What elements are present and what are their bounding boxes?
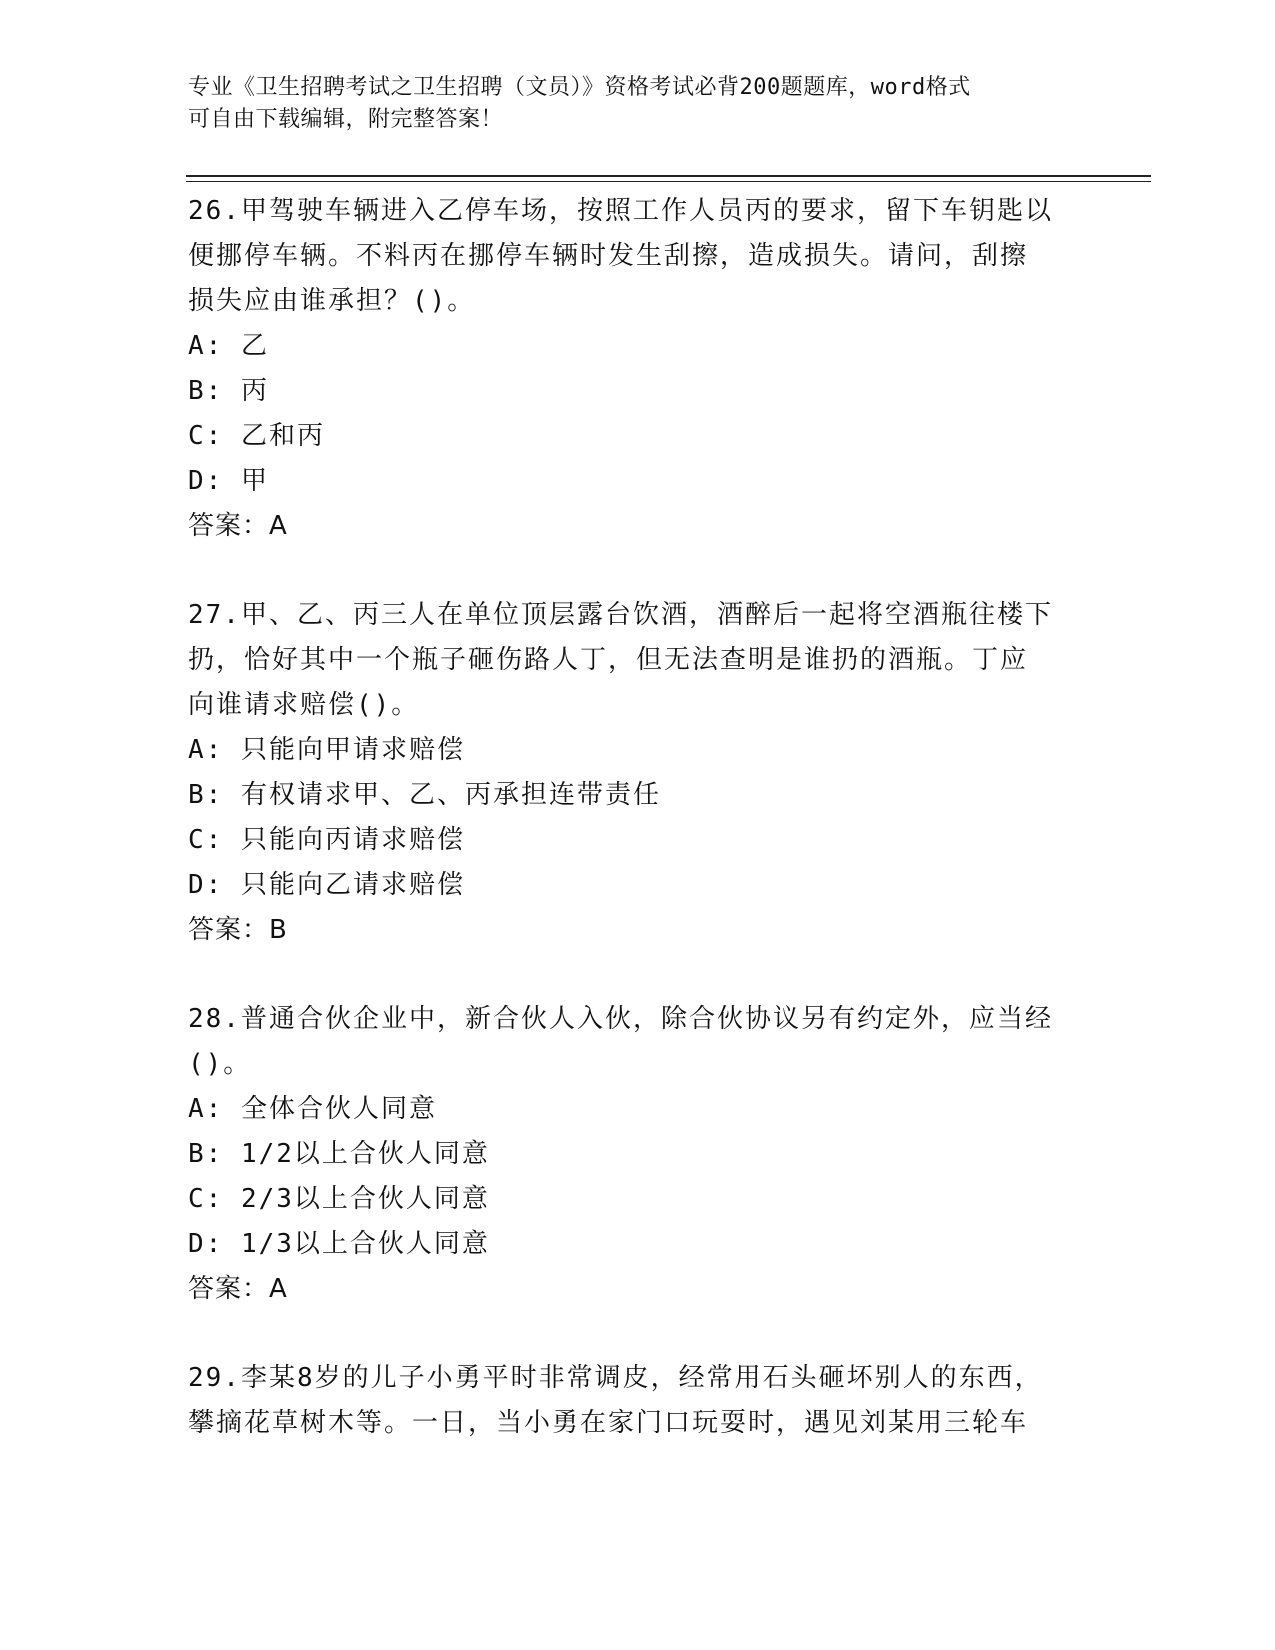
question-28 <box>188 997 1088 1312</box>
option-a: A: 全体合伙人同意 <box>188 1094 437 1124</box>
question-line: ()。 <box>188 1049 252 1079</box>
question-26 <box>188 189 1088 549</box>
header-line-1: 专业《卫生招聘考试之卫生招聘（文员）》资格考试必背200题题库，word格式 <box>188 75 971 100</box>
header-line-2: 可自由下载编辑，附完整答案！ <box>188 107 504 132</box>
question-line: 损失应由谁承担？()。 <box>188 286 476 316</box>
question-line: 扔，恰好其中一个瓶子砸伤路人丁，但无法查明是谁扔的酒瓶。丁应 <box>188 645 1029 675</box>
question-gap <box>188 1312 1088 1356</box>
option-d: D: 1/3以上合伙人同意 <box>188 1229 490 1259</box>
option-a: A: 乙 <box>188 331 269 361</box>
question-list <box>188 189 1088 1446</box>
question-29 <box>188 1356 1088 1446</box>
question-27 <box>188 593 1088 953</box>
answer: 答案：B <box>188 915 288 945</box>
option-c: C: 2/3以上合伙人同意 <box>188 1184 490 1214</box>
document-header <box>188 72 1088 136</box>
option-b: B: 1/2以上合伙人同意 <box>188 1139 490 1169</box>
question-line: 29.李某8岁的儿子小勇平时非常调皮，经常用石头砸坏别人的东西， <box>188 1363 1043 1393</box>
option-c: C: 乙和丙 <box>188 421 325 451</box>
answer: 答案：A <box>188 511 288 541</box>
option-c: C: 只能向丙请求赔偿 <box>188 825 465 855</box>
question-line: 27.甲、乙、丙三人在单位顶层露台饮酒，酒醉后一起将空酒瓶往楼下 <box>188 600 1053 630</box>
option-d: D: 只能向乙请求赔偿 <box>188 870 465 900</box>
option-b: B: 有权请求甲、乙、丙承担连带责任 <box>188 780 661 810</box>
option-a: A: 只能向甲请求赔偿 <box>188 735 465 765</box>
question-line: 28.普通合伙企业中，新合伙人入伙，除合伙协议另有约定外，应当经 <box>188 1004 1053 1034</box>
question-line: 便挪停车辆。不料丙在挪停车辆时发生刮擦，造成损失。请问，刮擦 <box>188 241 1029 271</box>
answer: 答案：A <box>188 1274 288 1304</box>
header-divider-thin <box>186 181 1151 182</box>
question-gap <box>188 549 1088 593</box>
question-text <box>188 189 1088 324</box>
option-b: B: 丙 <box>188 376 269 406</box>
question-text <box>188 1356 1088 1446</box>
question-gap <box>188 953 1088 997</box>
question-line: 26.甲驾驶车辆进入乙停车场，按照工作人员丙的要求，留下车钥匙以 <box>188 196 1053 226</box>
option-d: D: 甲 <box>188 466 269 496</box>
question-line: 向谁请求赔偿()。 <box>188 690 420 720</box>
header-divider-thick <box>186 175 1151 177</box>
question-text <box>188 593 1088 728</box>
question-text <box>188 997 1088 1087</box>
question-line: 攀摘花草树木等。一日，当小勇在家门口玩耍时，遇见刘某用三轮车 <box>188 1408 1029 1438</box>
